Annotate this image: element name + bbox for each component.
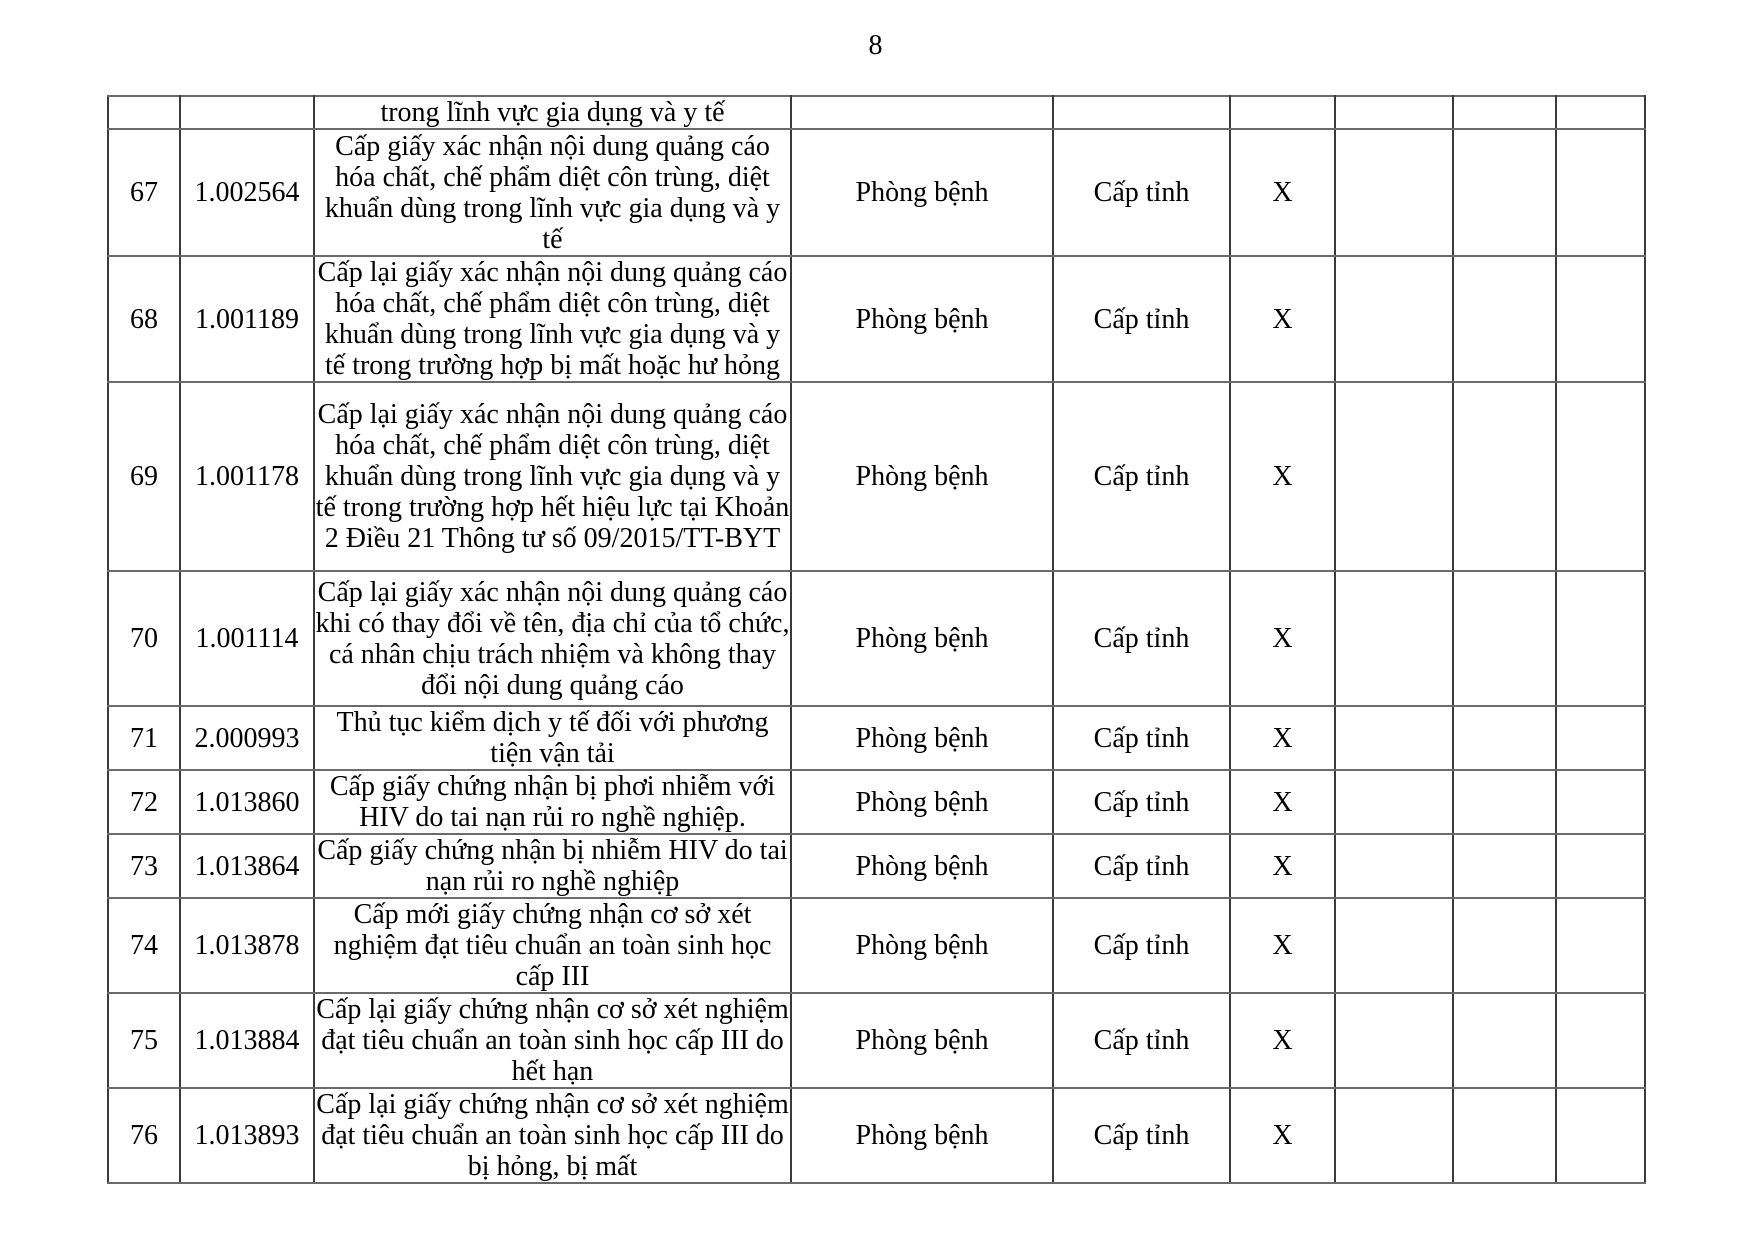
code-cell: 2.000993: [180, 706, 314, 770]
mark-cell: X: [1230, 993, 1335, 1088]
empty-cell: [1335, 706, 1453, 770]
field-cell: Phòng bệnh: [791, 834, 1053, 898]
level-cell: Cấp tỉnh: [1053, 129, 1230, 256]
stt-cell: [108, 96, 180, 129]
empty-cell: [1556, 96, 1645, 129]
empty-cell: [1335, 993, 1453, 1088]
stt-cell: 67: [108, 129, 180, 256]
mark-cell: X: [1230, 129, 1335, 256]
field-cell: [791, 96, 1053, 129]
level-cell: Cấp tỉnh: [1053, 834, 1230, 898]
mark-cell: [1230, 96, 1335, 129]
table-row: [108, 993, 1645, 1088]
mark-cell: X: [1230, 834, 1335, 898]
stt-cell: 76: [108, 1088, 180, 1183]
empty-cell: [1556, 706, 1645, 770]
procedure-name-cell: Cấp giấy chứng nhận bị nhiễm HIV do tai nạn rủi ro nghề nghiệp: [314, 834, 791, 898]
stt-cell: 73: [108, 834, 180, 898]
mark-cell: X: [1230, 571, 1335, 706]
level-cell: Cấp tỉnh: [1053, 770, 1230, 834]
field-cell: Phòng bệnh: [791, 1088, 1053, 1183]
procedure-name-cell: Cấp lại giấy xác nhận nội dung quảng cáo khi có thay đổi về tên, địa chỉ của tổ chức, cá nhân chịu trách nhiệm và không thay đổi nội dung quảng cáo: [314, 571, 791, 706]
code-cell: 1.013878: [180, 898, 314, 993]
field-cell: Phòng bệnh: [791, 571, 1053, 706]
code-cell: 1.001189: [180, 256, 314, 382]
code-cell: 1.001178: [180, 382, 314, 571]
procedure-name-cell: Cấp lại giấy xác nhận nội dung quảng cáo hóa chất, chế phẩm diệt côn trùng, diệt khuẩn dùng trong lĩnh vực gia dụng và y tế trong trường hợp hết hiệu lực tại Khoản 2 Điều 21 Thông tư số 09/2015/TT-BYT: [314, 382, 791, 571]
empty-cell: [1556, 1088, 1645, 1183]
empty-cell: [1453, 834, 1556, 898]
stt-cell: 71: [108, 706, 180, 770]
empty-cell: [1556, 770, 1645, 834]
empty-cell: [1556, 256, 1645, 382]
level-cell: [1053, 96, 1230, 129]
code-cell: 1.013860: [180, 770, 314, 834]
stt-cell: 75: [108, 993, 180, 1088]
table-row: [108, 382, 1645, 571]
empty-cell: [1556, 898, 1645, 993]
procedure-name-cell: Cấp lại giấy chứng nhận cơ sở xét nghiệm đạt tiêu chuẩn an toàn sinh học cấp III do hết hạn: [314, 993, 791, 1088]
procedure-name-cell: Cấp lại giấy chứng nhận cơ sở xét nghiệm đạt tiêu chuẩn an toàn sinh học cấp III do bị hỏng, bị mất: [314, 1088, 791, 1183]
mark-cell: X: [1230, 898, 1335, 993]
procedure-name-cell: Cấp giấy xác nhận nội dung quảng cáo hóa chất, chế phẩm diệt côn trùng, diệt khuẩn dùng trong lĩnh vực gia dụng và y tế: [314, 129, 791, 256]
procedure-name-cell: Thủ tục kiểm dịch y tế đối với phương tiện vận tải: [314, 706, 791, 770]
procedure-name-cell: trong lĩnh vực gia dụng và y tế: [314, 96, 791, 129]
empty-cell: [1335, 96, 1453, 129]
empty-cell: [1335, 256, 1453, 382]
empty-cell: [1453, 256, 1556, 382]
procedure-name-cell: Cấp giấy chứng nhận bị phơi nhiễm với HIV do tai nạn rủi ro nghề nghiệp.: [314, 770, 791, 834]
level-cell: Cấp tỉnh: [1053, 993, 1230, 1088]
level-cell: Cấp tỉnh: [1053, 1088, 1230, 1183]
mark-cell: X: [1230, 256, 1335, 382]
code-cell: 1.013884: [180, 993, 314, 1088]
table-row: [108, 898, 1645, 993]
empty-cell: [1453, 706, 1556, 770]
code-cell: [180, 96, 314, 129]
table-row: [108, 706, 1645, 770]
empty-cell: [1453, 382, 1556, 571]
code-cell: 1.013864: [180, 834, 314, 898]
mark-cell: X: [1230, 382, 1335, 571]
empty-cell: [1453, 96, 1556, 129]
table-row: [108, 129, 1645, 256]
empty-cell: [1335, 129, 1453, 256]
field-cell: Phòng bệnh: [791, 129, 1053, 256]
field-cell: Phòng bệnh: [791, 256, 1053, 382]
table-row: [108, 770, 1645, 834]
procedures-table: [107, 95, 1646, 1184]
stt-cell: 74: [108, 898, 180, 993]
field-cell: Phòng bệnh: [791, 706, 1053, 770]
stt-cell: 72: [108, 770, 180, 834]
field-cell: Phòng bệnh: [791, 993, 1053, 1088]
code-cell: 1.001114: [180, 571, 314, 706]
empty-cell: [1453, 571, 1556, 706]
field-cell: Phòng bệnh: [791, 770, 1053, 834]
stt-cell: 69: [108, 382, 180, 571]
level-cell: Cấp tỉnh: [1053, 571, 1230, 706]
stt-cell: 70: [108, 571, 180, 706]
empty-cell: [1335, 382, 1453, 571]
empty-cell: [1556, 571, 1645, 706]
empty-cell: [1556, 382, 1645, 571]
level-cell: Cấp tỉnh: [1053, 256, 1230, 382]
level-cell: Cấp tỉnh: [1053, 382, 1230, 571]
procedure-name-cell: Cấp lại giấy xác nhận nội dung quảng cáo hóa chất, chế phẩm diệt côn trùng, diệt khuẩn dùng trong lĩnh vực gia dụng và y tế trong trường hợp bị mất hoặc hư hỏng: [314, 256, 791, 382]
empty-cell: [1453, 993, 1556, 1088]
empty-cell: [1335, 1088, 1453, 1183]
table-row-continuation: [108, 96, 1645, 129]
empty-cell: [1556, 129, 1645, 256]
table-row: [108, 571, 1645, 706]
empty-cell: [1556, 834, 1645, 898]
mark-cell: X: [1230, 706, 1335, 770]
empty-cell: [1335, 834, 1453, 898]
empty-cell: [1335, 770, 1453, 834]
table-row: [108, 834, 1645, 898]
empty-cell: [1453, 770, 1556, 834]
empty-cell: [1453, 1088, 1556, 1183]
level-cell: Cấp tỉnh: [1053, 706, 1230, 770]
empty-cell: [1556, 993, 1645, 1088]
code-cell: 1.002564: [180, 129, 314, 256]
field-cell: Phòng bệnh: [791, 382, 1053, 571]
page-number: 8: [868, 30, 883, 61]
empty-cell: [1335, 898, 1453, 993]
level-cell: Cấp tỉnh: [1053, 898, 1230, 993]
table-row: [108, 1088, 1645, 1183]
empty-cell: [1453, 898, 1556, 993]
code-cell: 1.013893: [180, 1088, 314, 1183]
mark-cell: X: [1230, 770, 1335, 834]
empty-cell: [1335, 571, 1453, 706]
field-cell: Phòng bệnh: [791, 898, 1053, 993]
procedure-name-cell: Cấp mới giấy chứng nhận cơ sở xét nghiệm đạt tiêu chuẩn an toàn sinh học cấp III: [314, 898, 791, 993]
stt-cell: 68: [108, 256, 180, 382]
table-row: [108, 256, 1645, 382]
mark-cell: X: [1230, 1088, 1335, 1183]
empty-cell: [1453, 129, 1556, 256]
